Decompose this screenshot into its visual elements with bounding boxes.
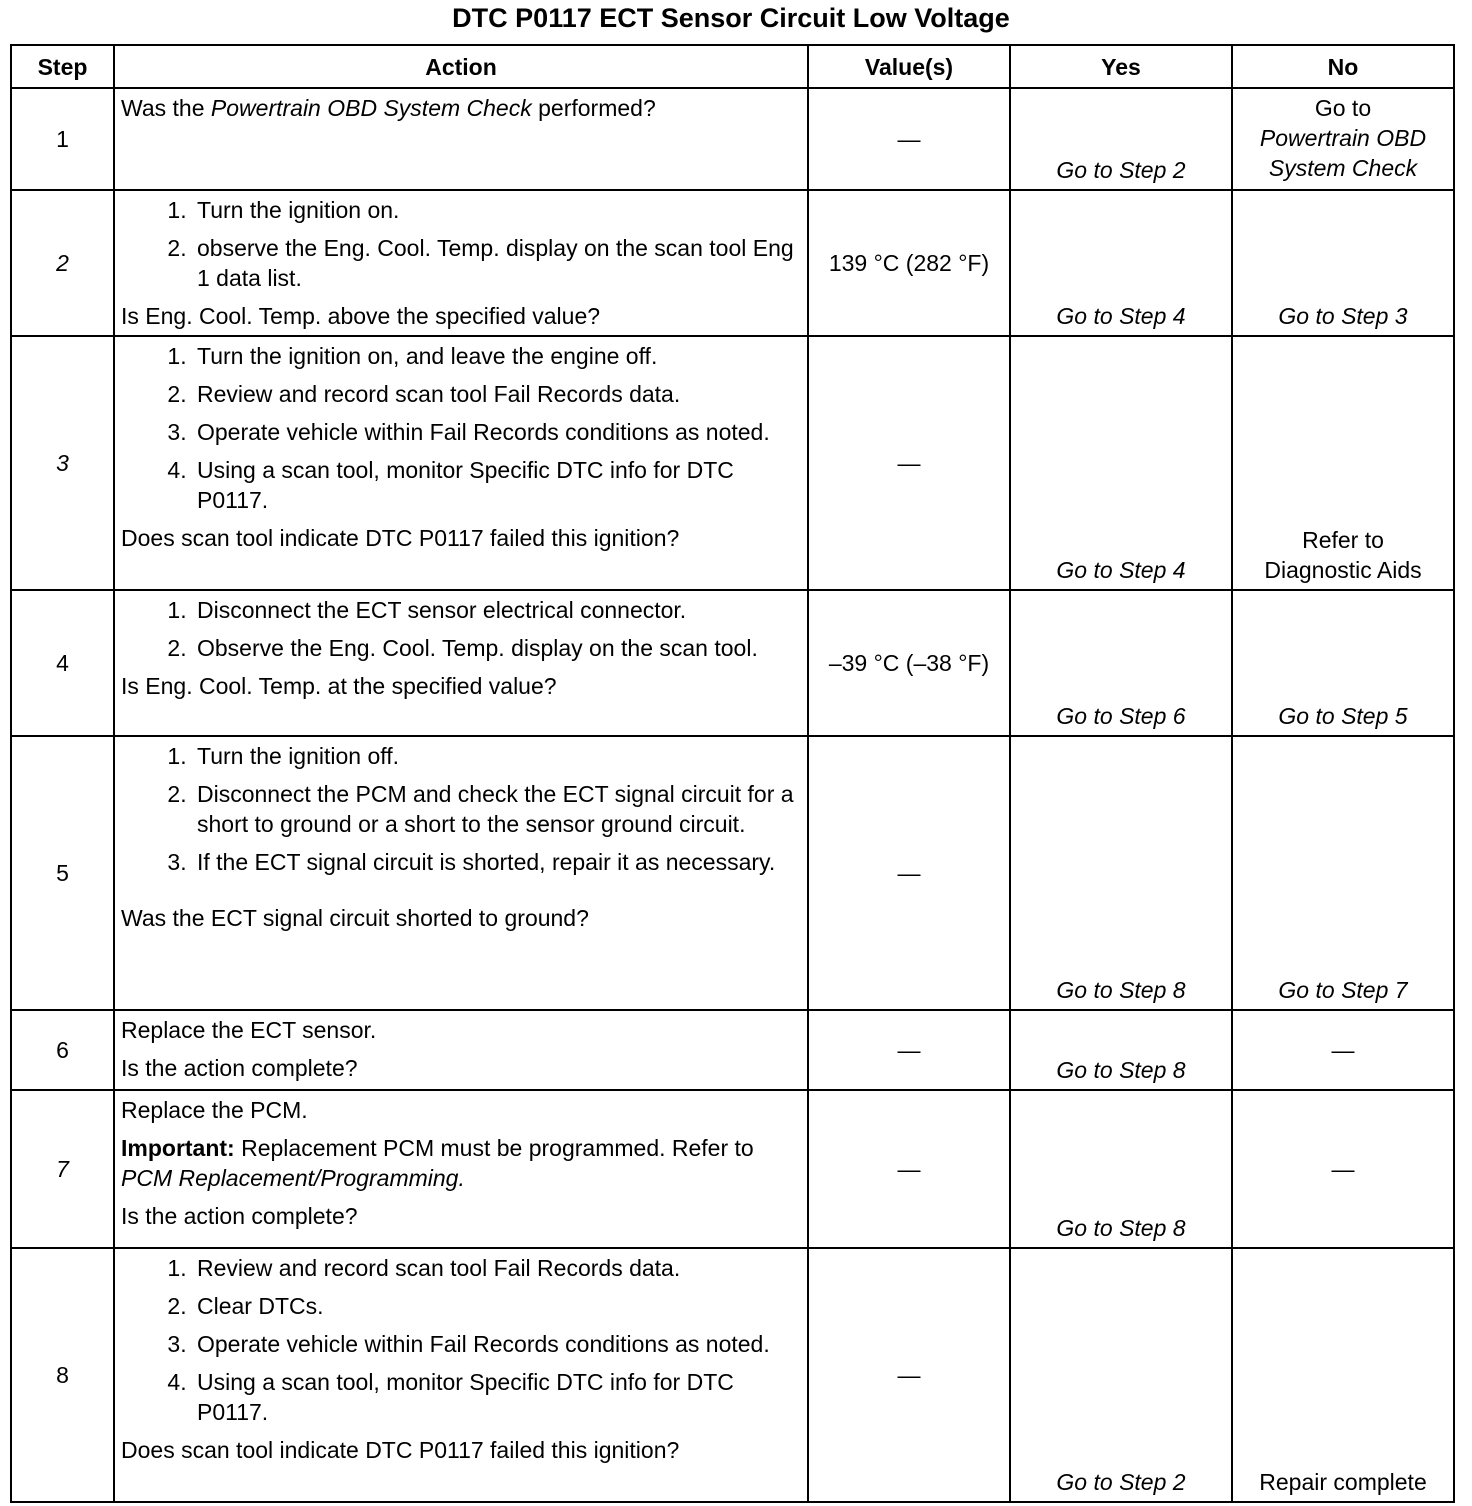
no-cell: — (1232, 1010, 1454, 1090)
value-cell: — (808, 1090, 1010, 1248)
yes-cell: Go to Step 2 (1010, 88, 1232, 190)
table-row-step-7 (11, 1090, 1454, 1248)
action-cell (114, 88, 808, 190)
action-cell (114, 1090, 808, 1248)
value-cell: 139 °C (282 °F) (808, 190, 1010, 336)
yes-cell: Go to Step 4 (1010, 336, 1232, 590)
action-question: Does scan tool indicate DTC P0117 failed this ignition? (121, 1437, 680, 1463)
action-item: 2. Review and record scan tool Fail Records data. (193, 379, 801, 409)
table-header-row (11, 45, 1454, 88)
yes-cell: Go to Step 6 (1010, 590, 1232, 736)
action-question: Is the action complete? (121, 1055, 358, 1081)
action-question: Was the ECT signal circuit shorted to ground? (121, 905, 589, 931)
action-item: 1. Disconnect the ECT sensor electrical connector. (193, 595, 801, 625)
step-number: 6 (11, 1010, 114, 1090)
action-list (121, 595, 801, 663)
action-list (121, 341, 801, 515)
yes-cell: Go to Step 8 (1010, 1010, 1232, 1090)
action-item: 2. Clear DTCs. (193, 1291, 801, 1321)
value-cell: — (808, 736, 1010, 1010)
action-item: 4. Using a scan tool, monitor Specific DTC info for DTC P0117. (193, 455, 801, 515)
action-question: Is Eng. Cool. Temp. at the specified value? (121, 673, 557, 699)
step-number: 3 (11, 336, 114, 590)
value-cell: — (808, 1248, 1010, 1502)
value-cell: –39 °C (–38 °F) (808, 590, 1010, 736)
header-step: Step (11, 45, 114, 88)
important-note: Important: Replacement PCM must be programmed. Refer to PCM Replacement/Programming. (121, 1135, 754, 1191)
header-yes: Yes (1010, 45, 1232, 88)
yes-cell: Go to Step 8 (1010, 1090, 1232, 1248)
table-row-step-3 (11, 336, 1454, 590)
action-item: 2. Disconnect the PCM and check the ECT signal circuit for a short to ground or a short to the sensor ground circuit. (193, 779, 801, 839)
value-cell: — (808, 336, 1010, 590)
action-item: 2. Observe the Eng. Cool. Temp. display on the scan tool. (193, 633, 801, 663)
action-item: 3. Operate vehicle within Fail Records conditions as noted. (193, 417, 801, 447)
header-no: No (1232, 45, 1454, 88)
step-number: 2 (11, 190, 114, 336)
action-cell (114, 336, 808, 590)
no-cell: Refer to Diagnostic Aids (1232, 336, 1454, 590)
action-list (121, 741, 801, 877)
no-cell: — (1232, 1090, 1454, 1248)
action-item: 1. Review and record scan tool Fail Records data. (193, 1253, 801, 1283)
yes-cell: Go to Step 8 (1010, 736, 1232, 1010)
action-cell (114, 736, 808, 1010)
action-question: Is Eng. Cool. Temp. above the specified value? (121, 303, 601, 329)
table-row-step-4 (11, 590, 1454, 736)
action-cell (114, 1010, 808, 1090)
action-item: 3. Operate vehicle within Fail Records conditions as noted. (193, 1329, 801, 1359)
header-values: Value(s) (808, 45, 1010, 88)
action-item: 1. Turn the ignition on. (193, 195, 801, 225)
table-row-step-2 (11, 190, 1454, 336)
value-cell: — (808, 88, 1010, 190)
header-action: Action (114, 45, 808, 88)
table-row-step-8 (11, 1248, 1454, 1502)
action-item: 2. observe the Eng. Cool. Temp. display on the scan tool Eng 1 data list. (193, 233, 801, 293)
action-item: 3. If the ECT signal circuit is shorted, repair it as necessary. (193, 847, 801, 877)
table-row-step-5 (11, 736, 1454, 1010)
action-question: Does scan tool indicate DTC P0117 failed this ignition? (121, 525, 680, 551)
no-cell: Go to Step 5 (1232, 590, 1454, 736)
action-item: 4. Using a scan tool, monitor Specific DTC info for DTC P0117. (193, 1367, 801, 1427)
diagnostic-table (10, 44, 1455, 1503)
step-number: 1 (11, 88, 114, 190)
action-item: 1. Turn the ignition off. (193, 741, 801, 771)
action-question: Is the action complete? (121, 1203, 358, 1229)
step-number: 4 (11, 590, 114, 736)
table-row-step-1 (11, 88, 1454, 190)
yes-cell: Go to Step 4 (1010, 190, 1232, 336)
action-cell (114, 1248, 808, 1502)
no-cell: Go to Step 7 (1232, 736, 1454, 1010)
action-item: 1. Turn the ignition on, and leave the engine off. (193, 341, 801, 371)
yes-cell: Go to Step 2 (1010, 1248, 1232, 1502)
step-number: 7 (11, 1090, 114, 1248)
step-number: 8 (11, 1248, 114, 1502)
action-list (121, 1253, 801, 1427)
action-list (121, 195, 801, 293)
value-cell: — (808, 1010, 1010, 1090)
step-number: 5 (11, 736, 114, 1010)
action-line: Replace the ECT sensor. (121, 1017, 377, 1043)
no-cell: Go to Step 3 (1232, 190, 1454, 336)
action-line: Replace the PCM. (121, 1097, 308, 1123)
action-question: Was the Powertrain OBD System Check performed? (121, 95, 656, 121)
no-cell: Go to Powertrain OBD System Check (1232, 88, 1454, 190)
no-cell: Repair complete (1232, 1248, 1454, 1502)
action-cell (114, 190, 808, 336)
page-title: DTC P0117 ECT Sensor Circuit Low Voltage (452, 3, 1010, 33)
table-row-step-6 (11, 1010, 1454, 1090)
action-cell (114, 590, 808, 736)
